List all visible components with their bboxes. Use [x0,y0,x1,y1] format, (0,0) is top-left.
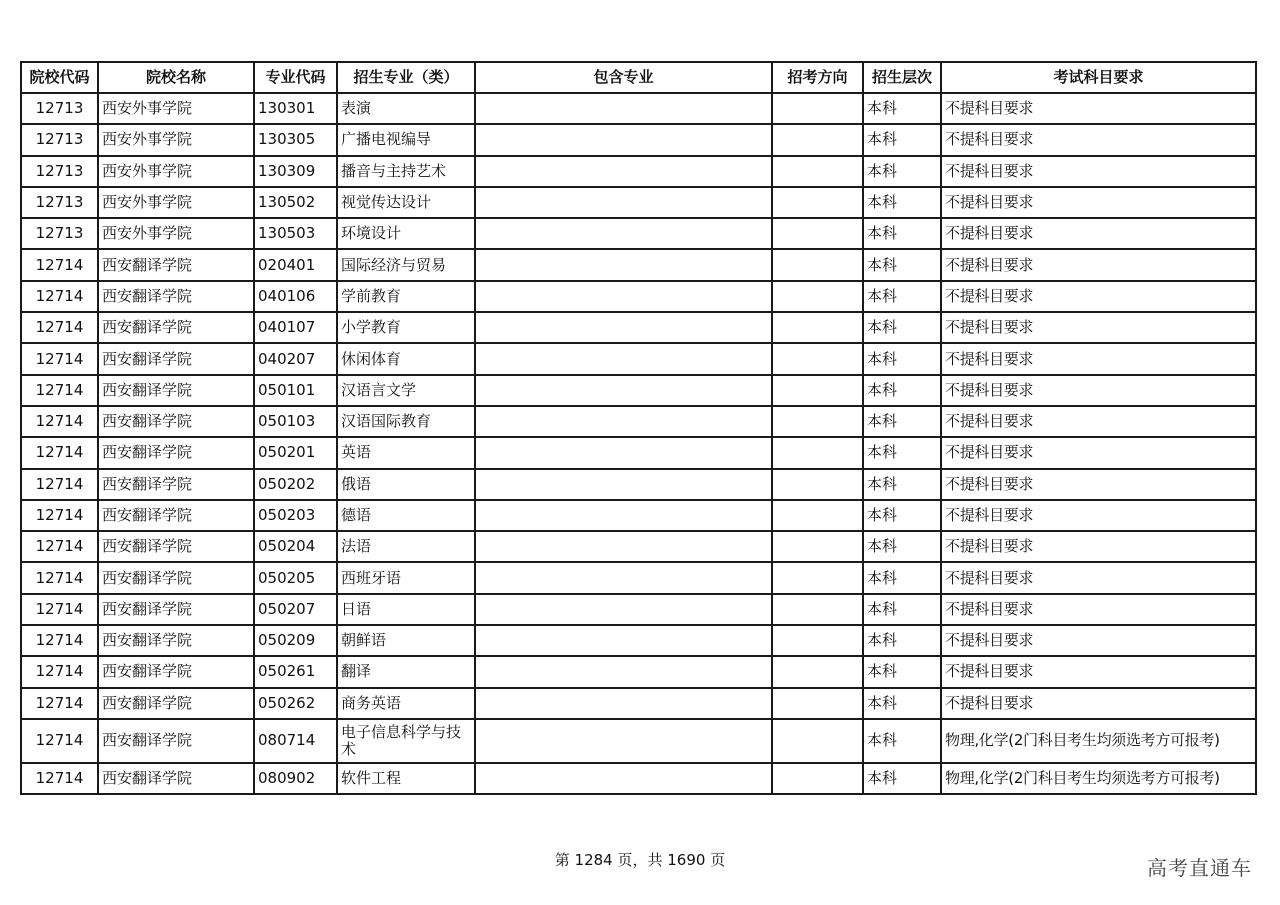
major-cell: 软件工程 [337,763,475,794]
included-majors-cell [475,562,772,593]
school-name-cell: 西安翻译学院 [98,249,254,280]
level-cell: 本科 [863,594,941,625]
direction-cell [772,249,863,280]
direction-cell [772,625,863,656]
subject-requirement-cell: 不提科目要求 [941,93,1256,124]
subject-requirement-cell: 不提科目要求 [941,249,1256,280]
subject-requirement-cell: 不提科目要求 [941,625,1256,656]
direction-cell [772,719,863,763]
major-cell: 朝鲜语 [337,625,475,656]
major-code-cell: 040207 [254,343,337,374]
direction-cell [772,469,863,500]
school-name-cell: 西安翻译学院 [98,469,254,500]
level-cell: 本科 [863,124,941,155]
level-cell: 本科 [863,688,941,719]
school-name-cell: 西安外事学院 [98,124,254,155]
direction-cell [772,124,863,155]
direction-cell [772,656,863,687]
school-code-cell: 12714 [21,469,98,500]
school-code-cell: 12714 [21,375,98,406]
direction-cell [772,156,863,187]
included-majors-cell [475,763,772,794]
major-code-cell: 020401 [254,249,337,280]
direction-cell [772,594,863,625]
major-cell: 日语 [337,594,475,625]
school-name-cell: 西安翻译学院 [98,625,254,656]
direction-cell [772,375,863,406]
major-code-cell: 040107 [254,312,337,343]
table-row [21,763,1256,794]
school-code-cell: 12714 [21,531,98,562]
included-majors-cell [475,218,772,249]
school-name-cell: 西安外事学院 [98,93,254,124]
included-majors-cell [475,500,772,531]
included-majors-cell [475,375,772,406]
direction-cell [772,312,863,343]
level-cell: 本科 [863,375,941,406]
subject-requirement-cell: 不提科目要求 [941,469,1256,500]
major-cell: 国际经济与贸易 [337,249,475,280]
major-cell: 英语 [337,437,475,468]
included-majors-cell [475,156,772,187]
table-header-row [21,62,1256,93]
major-code-cell: 050204 [254,531,337,562]
major-code-cell: 050201 [254,437,337,468]
school-code-cell: 12713 [21,218,98,249]
school-name-cell: 西安翻译学院 [98,562,254,593]
level-cell: 本科 [863,187,941,218]
major-code-cell: 130502 [254,187,337,218]
school-name-cell: 西安外事学院 [98,156,254,187]
header-level: 招生层次 [863,62,941,93]
table-row [21,156,1256,187]
table-body [21,93,1256,794]
school-code-cell: 12714 [21,688,98,719]
school-name-cell: 西安外事学院 [98,187,254,218]
included-majors-cell [475,688,772,719]
table-row [21,562,1256,593]
major-code-cell: 130309 [254,156,337,187]
major-code-cell: 050101 [254,375,337,406]
included-majors-cell [475,469,772,500]
school-name-cell: 西安翻译学院 [98,406,254,437]
level-cell: 本科 [863,656,941,687]
page-number: 第 1284 页，共 1690 页 [554,851,726,869]
subject-requirement-cell: 不提科目要求 [941,594,1256,625]
major-code-cell: 050202 [254,469,337,500]
direction-cell [772,531,863,562]
major-cell: 俄语 [337,469,475,500]
major-cell: 法语 [337,531,475,562]
header-included-majors: 包含专业 [475,62,772,93]
included-majors-cell [475,656,772,687]
table-row [21,93,1256,124]
school-code-cell: 12714 [21,763,98,794]
school-code-cell: 12714 [21,656,98,687]
included-majors-cell [475,312,772,343]
subject-requirement-cell: 物理,化学(2门科目考生均须选考方可报考) [941,763,1256,794]
subject-requirement-cell: 不提科目要求 [941,531,1256,562]
table-row [21,437,1256,468]
level-cell: 本科 [863,249,941,280]
included-majors-cell [475,594,772,625]
school-name-cell: 西安翻译学院 [98,375,254,406]
header-major: 招生专业（类） [337,62,475,93]
included-majors-cell [475,437,772,468]
major-code-cell: 050207 [254,594,337,625]
direction-cell [772,93,863,124]
header-subject-requirement: 考试科目要求 [941,62,1256,93]
direction-cell [772,688,863,719]
included-majors-cell [475,124,772,155]
major-code-cell: 050262 [254,688,337,719]
table-row [21,719,1256,763]
major-cell: 视觉传达设计 [337,187,475,218]
level-cell: 本科 [863,218,941,249]
table-row [21,469,1256,500]
major-cell: 汉语言文学 [337,375,475,406]
major-code-cell: 080714 [254,719,337,763]
major-cell: 西班牙语 [337,562,475,593]
level-cell: 本科 [863,93,941,124]
table-row [21,312,1256,343]
subject-requirement-cell: 不提科目要求 [941,500,1256,531]
included-majors-cell [475,281,772,312]
direction-cell [772,763,863,794]
subject-requirement-cell: 不提科目要求 [941,375,1256,406]
header-major-code: 专业代码 [254,62,337,93]
major-code-cell: 040106 [254,281,337,312]
level-cell: 本科 [863,312,941,343]
header-direction: 招考方向 [772,62,863,93]
school-code-cell: 12713 [21,93,98,124]
school-name-cell: 西安翻译学院 [98,500,254,531]
table-row [21,218,1256,249]
included-majors-cell [475,531,772,562]
header-school-name: 院校名称 [98,62,254,93]
school-code-cell: 12714 [21,343,98,374]
subject-requirement-cell: 不提科目要求 [941,187,1256,218]
major-code-cell: 080902 [254,763,337,794]
school-name-cell: 西安翻译学院 [98,281,254,312]
included-majors-cell [475,187,772,218]
school-name-cell: 西安翻译学院 [98,763,254,794]
major-cell: 商务英语 [337,688,475,719]
admissions-table-container [20,61,1255,795]
table-row [21,688,1256,719]
subject-requirement-cell: 不提科目要求 [941,156,1256,187]
major-cell: 广播电视编导 [337,124,475,155]
school-name-cell: 西安翻译学院 [98,688,254,719]
school-name-cell: 西安翻译学院 [98,343,254,374]
major-code-cell: 050261 [254,656,337,687]
school-name-cell: 西安翻译学院 [98,719,254,763]
subject-requirement-cell: 不提科目要求 [941,343,1256,374]
level-cell: 本科 [863,719,941,763]
table-row [21,124,1256,155]
subject-requirement-cell: 不提科目要求 [941,312,1256,343]
level-cell: 本科 [863,156,941,187]
major-cell: 德语 [337,500,475,531]
school-code-cell: 12713 [21,187,98,218]
table-row [21,656,1256,687]
major-cell: 播音与主持艺术 [337,156,475,187]
table-row [21,500,1256,531]
level-cell: 本科 [863,406,941,437]
school-code-cell: 12714 [21,719,98,763]
major-code-cell: 130305 [254,124,337,155]
table-row [21,343,1256,374]
major-cell: 环境设计 [337,218,475,249]
level-cell: 本科 [863,500,941,531]
direction-cell [772,437,863,468]
major-code-cell: 050203 [254,500,337,531]
school-name-cell: 西安翻译学院 [98,656,254,687]
school-name-cell: 西安翻译学院 [98,312,254,343]
header-school-code: 院校代码 [21,62,98,93]
school-code-cell: 12714 [21,625,98,656]
direction-cell [772,218,863,249]
school-code-cell: 12714 [21,281,98,312]
major-cell: 翻译 [337,656,475,687]
subject-requirement-cell: 物理,化学(2门科目考生均须选考方可报考) [941,719,1256,763]
subject-requirement-cell: 不提科目要求 [941,281,1256,312]
major-cell: 休闲体育 [337,343,475,374]
level-cell: 本科 [863,437,941,468]
table-row [21,187,1256,218]
subject-requirement-cell: 不提科目要求 [941,437,1256,468]
included-majors-cell [475,93,772,124]
subject-requirement-cell: 不提科目要求 [941,562,1256,593]
watermark-logo-text: 高考直通车 [1147,856,1252,880]
school-code-cell: 12714 [21,406,98,437]
direction-cell [772,500,863,531]
major-cell: 表演 [337,93,475,124]
school-code-cell: 12714 [21,594,98,625]
school-code-cell: 12714 [21,562,98,593]
included-majors-cell [475,625,772,656]
school-code-cell: 12714 [21,312,98,343]
major-code-cell: 130503 [254,218,337,249]
school-code-cell: 12714 [21,500,98,531]
level-cell: 本科 [863,531,941,562]
school-name-cell: 西安翻译学院 [98,437,254,468]
direction-cell [772,343,863,374]
major-code-cell: 050209 [254,625,337,656]
table-row [21,249,1256,280]
table-row [21,281,1256,312]
school-code-cell: 12714 [21,437,98,468]
subject-requirement-cell: 不提科目要求 [941,688,1256,719]
table-row [21,375,1256,406]
major-cell: 小学教育 [337,312,475,343]
table-row [21,594,1256,625]
included-majors-cell [475,343,772,374]
major-code-cell: 050103 [254,406,337,437]
table-row [21,406,1256,437]
school-code-cell: 12713 [21,124,98,155]
included-majors-cell [475,249,772,280]
direction-cell [772,281,863,312]
direction-cell [772,187,863,218]
school-code-cell: 12714 [21,249,98,280]
major-cell: 电子信息科学与技术 [337,719,475,763]
major-code-cell: 050205 [254,562,337,593]
school-name-cell: 西安翻译学院 [98,594,254,625]
major-cell: 汉语国际教育 [337,406,475,437]
table-row [21,625,1256,656]
level-cell: 本科 [863,763,941,794]
admissions-table [20,61,1257,795]
level-cell: 本科 [863,281,941,312]
major-cell: 学前教育 [337,281,475,312]
subject-requirement-cell: 不提科目要求 [941,218,1256,249]
direction-cell [772,406,863,437]
table-row [21,531,1256,562]
school-code-cell: 12713 [21,156,98,187]
direction-cell [772,562,863,593]
subject-requirement-cell: 不提科目要求 [941,656,1256,687]
level-cell: 本科 [863,562,941,593]
subject-requirement-cell: 不提科目要求 [941,124,1256,155]
subject-requirement-cell: 不提科目要求 [941,406,1256,437]
included-majors-cell [475,406,772,437]
level-cell: 本科 [863,469,941,500]
school-name-cell: 西安翻译学院 [98,531,254,562]
level-cell: 本科 [863,343,941,374]
major-code-cell: 130301 [254,93,337,124]
school-name-cell: 西安外事学院 [98,218,254,249]
level-cell: 本科 [863,625,941,656]
included-majors-cell [475,719,772,763]
